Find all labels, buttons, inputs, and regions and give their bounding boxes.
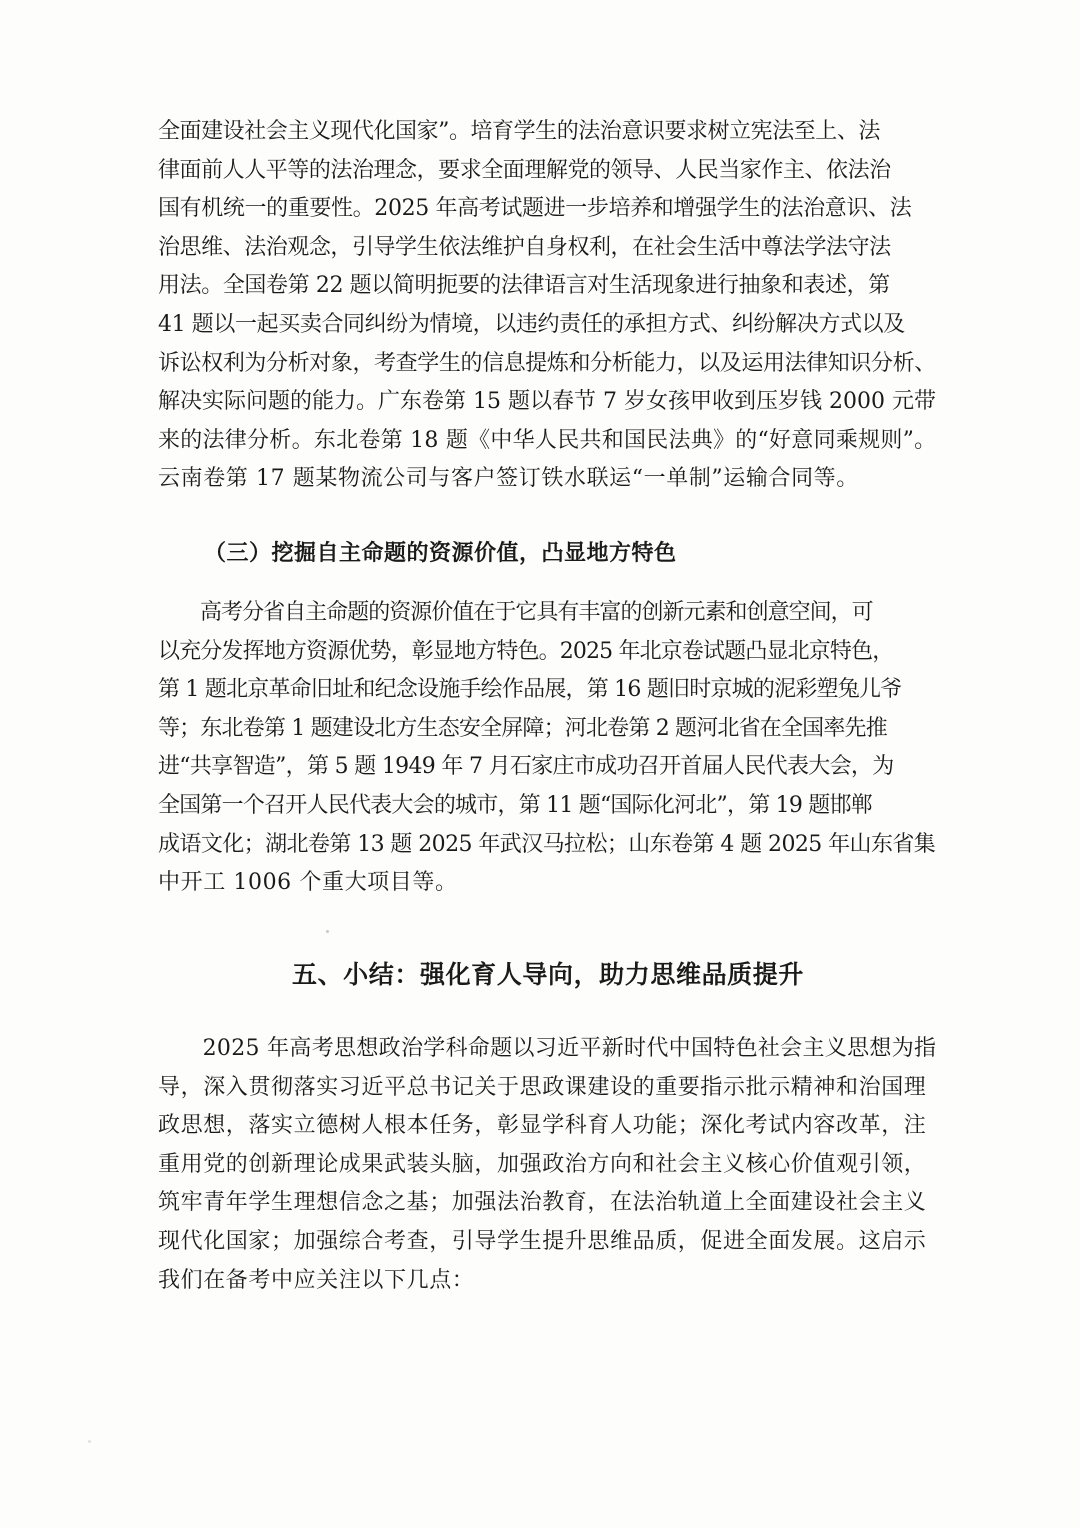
paragraph-line: 全面建设社会主义现代化国家”。培育学生的法治意识要求树立宪法至上、法 <box>158 119 880 144</box>
paragraph-line: 治思维、法治观念，引导学生依法维护自身权利，在社会生活中尊法学法守法 <box>158 234 891 260</box>
paragraph-line: 第 1 题北京革命旧址和纪念设施手绘作品展，第 16 题旧时京城的泥彩塑兔儿爷 <box>158 677 902 703</box>
paragraph-line: 诉讼权利为分析对象，考查学生的信息提炼和分析能力，以及运用法律知识分析、 <box>158 350 936 376</box>
paragraph-line: 云南卷第 17 题某物流公司与客户签订铁水联运“一单制”运输合同等。 <box>158 466 859 492</box>
section-heading-summary: 五、小结：强化育人导向，助力思维品质提升 <box>291 960 804 989</box>
paragraph-line: 解决实际问题的能力。广东卷第 15 题以春节 7 岁女孩甲收到压岁钱 2000 元带 <box>158 389 937 415</box>
paragraph-line: 现代化国家；加强综合考查，引导学生提升思维品质，促进全面发展。这启示 <box>158 1228 927 1254</box>
paragraph-summary <box>158 1030 936 1300</box>
paragraph-line: 用法。全国卷第 22 题以简明扼要的法律语言对生活现象进行抽象和表述，第 <box>158 273 890 299</box>
paragraph-rule-of-law <box>158 113 936 499</box>
paragraph-local-resources <box>158 594 935 903</box>
paragraph-line: 重用党的创新理论成果武装头脑，加强政治方向和社会主义核心价值观引领， <box>158 1151 927 1177</box>
paragraph-line: 进“共享智造”，第 5 题 1949 年 7 月石家庄市成功召开首届人民代表大会，为 <box>158 754 894 780</box>
paragraph-line: 筑牢青年学生理想信念之基；加强法治教育，在法治轨道上全面建设社会主义 <box>158 1190 927 1216</box>
paragraph-line: 国有机统一的重要性。2025 年高考试题进一步培养和增强学生的法治意识、法 <box>158 196 912 222</box>
paragraph-line: 成语文化；湖北卷第 13 题 2025 年武汉马拉松；山东卷第 4 题 2025 年山东省集 <box>158 831 936 857</box>
paragraph-line: 我们在备考中应关注以下几点： <box>158 1267 475 1293</box>
paragraph-line: 高考分省自主命题的资源价值在于它具有丰富的创新元素和创意空间，可 <box>158 600 873 625</box>
paragraph-line: 导，深入贯彻落实习近平总书记关于思政课建设的重要指示批示精神和治国理 <box>158 1074 927 1100</box>
paragraph-line: 中开工 1006 个重大项目等。 <box>158 870 458 896</box>
scan-speck <box>326 930 329 933</box>
paragraph-line: 政思想，落实立德树人根本任务，彰显学科育人功能；深化考试内容改革，注 <box>158 1113 927 1139</box>
paragraph-line: 全国第一个召开人民代表大会的城市，第 11 题“国际化河北”，第 19 题邯郸 <box>158 792 872 818</box>
paragraph-line: 等；东北卷第 1 题建设北方生态安全屏障；河北卷第 2 题河北省在全国率先推 <box>158 715 887 741</box>
subheading-local-features: （三）挖掘自主命题的资源价值，凸显地方特色 <box>204 541 677 566</box>
paragraph-line: 41 题以一起买卖合同纠纷为情境，以违约责任的承担方式、纠纷解决方式以及 <box>158 311 905 337</box>
paragraph-line: 以充分发挥地方资源优势，彰显地方特色。2025 年北京卷试题凸显北京特色， <box>158 638 894 664</box>
scan-speck <box>88 1440 91 1443</box>
paragraph-line: 来的法律分析。东北卷第 18 题《中华人民共和国民法典》的“好意同乘规则”。 <box>158 427 937 453</box>
paragraph-line: 律面前人人平等的法治理念，要求全面理解党的领导、人民当家作主、依法治 <box>158 157 891 183</box>
paragraph-line: 2025 年高考思想政治学科命题以习近平新时代中国特色社会主义思想为指 <box>158 1036 937 1061</box>
